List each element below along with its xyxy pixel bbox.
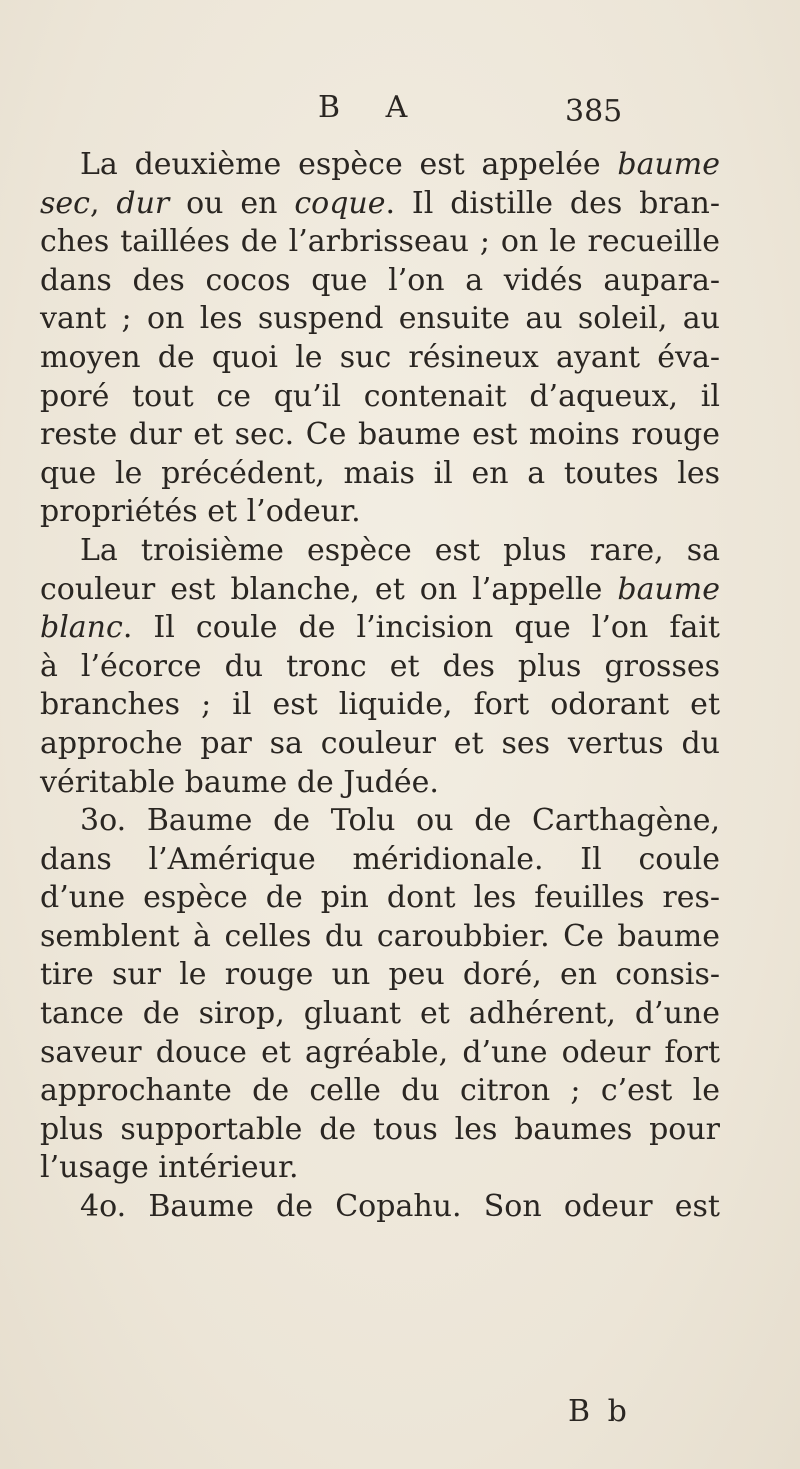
- text-line: vant ; on les suspend ensuite au soleil, au: [40, 301, 720, 337]
- body-text: [40, 146, 720, 1227]
- text-line: dans l’Amérique méridionale. Il coule: [40, 841, 720, 877]
- text-line: saveur douce et agréable, d’une odeur fort: [40, 1034, 720, 1070]
- text-line: La deuxième espèce est appelée baume: [80, 147, 720, 182]
- text-line: branches ; il est liquide, fort odorant et: [40, 687, 720, 723]
- running-head: B A: [318, 90, 426, 125]
- text-line: 3o. Baume de Tolu ou de Carthagène,: [80, 803, 720, 839]
- text-line: que le précédent, mais il en a toutes les: [40, 455, 720, 491]
- text-line: propriétés et l’odeur.: [40, 494, 361, 530]
- text-line: d’une espèce de pin dont les feuilles res-: [40, 880, 720, 916]
- text-line: l’usage intérieur.: [40, 1150, 299, 1186]
- text-line: approchante de celle du citron ; c’est le: [40, 1073, 720, 1109]
- text-line: approche par sa couleur et ses vertus du: [40, 725, 720, 761]
- text-line: tire sur le rouge un peu doré, en consis-: [40, 957, 720, 993]
- text-line: 4o. Baume de Copahu. Son odeur est: [80, 1189, 720, 1225]
- text-line: La troisième espèce est plus rare, sa: [80, 532, 720, 568]
- text-line: reste dur et sec. Ce baume est moins rouge: [40, 417, 720, 453]
- text-line: moyen de quoi le suc résineux ayant éva-: [40, 339, 720, 375]
- text-line: blanc. Il coule de l’incision que l’on fait: [40, 610, 720, 646]
- text-line: dans des cocos que l’on a vidés aupara-: [40, 262, 720, 298]
- text-line: tance de sirop, gluant et adhérent, d’une: [40, 996, 720, 1032]
- text-line: couleur est blanche, et on l’appelle baume: [40, 571, 720, 607]
- text-line: semblent à celles du caroubbier. Ce baume: [40, 918, 720, 954]
- text-line: véritable baume de Judée.: [40, 764, 439, 800]
- text-line: plus supportable de tous les baumes pour: [40, 1111, 720, 1147]
- text-line: à l’écorce du tronc et des plus grosses: [40, 648, 720, 684]
- signature-mark: B b: [568, 1394, 631, 1429]
- text-line: sec, dur ou en coque. Il distille des bran-: [40, 185, 721, 221]
- text-line: ches taillées de l’arbrisseau ; on le recueille: [40, 224, 720, 260]
- page-header: [0, 90, 800, 140]
- text-line: poré tout ce qu’il contenait d’aqueux, il: [40, 378, 720, 414]
- page-number: 385: [565, 94, 623, 129]
